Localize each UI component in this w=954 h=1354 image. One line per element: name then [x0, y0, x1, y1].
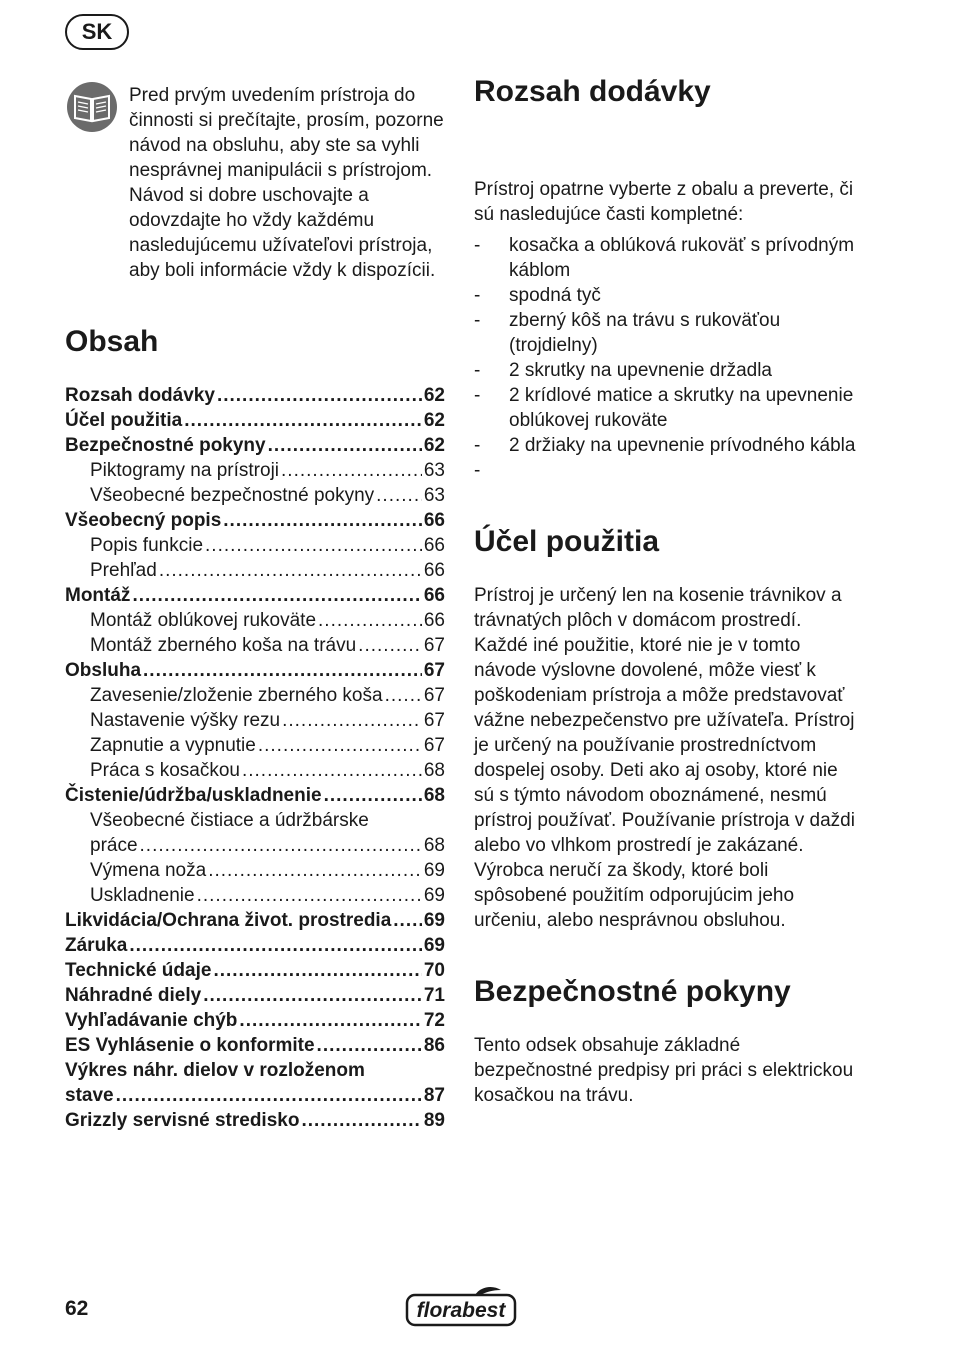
toc-entry-page: 66: [423, 535, 445, 556]
page-number: 62: [65, 1297, 89, 1320]
bezp-text: [474, 1033, 859, 1108]
toc-leader-dots: [301, 1108, 421, 1133]
toc-entry-title: Zavesenie/zloženie zberného koša: [90, 685, 383, 706]
toc-entry-title: Náhradné diely: [65, 985, 202, 1006]
toc-leader-dots: [143, 658, 422, 683]
toc-entry-page: 67: [423, 735, 445, 756]
toc-entry-title: Obsluha: [65, 660, 142, 681]
toc-leader-dots: [205, 533, 422, 558]
list-dash: -: [474, 310, 481, 331]
toc-entry-page: 66: [423, 510, 445, 531]
toc-leader-dots: [140, 833, 422, 858]
list-dash: -: [474, 435, 481, 456]
toc-entry: [65, 708, 445, 733]
toc-leader-dots: [385, 683, 422, 708]
toc-heading: Obsah: [65, 325, 159, 358]
list-item-text: kosačka a oblúková rukoväť s prívodným káblom: [509, 235, 855, 281]
toc-entry-title: Účel použitia: [65, 410, 183, 431]
toc-entry-page: 69: [423, 935, 445, 956]
toc-entry-title: stave: [65, 1085, 114, 1106]
toc-entry: [65, 1033, 445, 1058]
toc-entry-title: Všeobecný popis: [65, 510, 222, 531]
toc-leader-dots: [239, 1008, 421, 1033]
toc-entry-title: Všeobecné bezpečnostné pokyny: [90, 485, 375, 506]
toc-entry: [65, 958, 445, 983]
toc-entry: [65, 408, 445, 433]
toc-entry-page: 69: [423, 885, 445, 906]
toc-leader-dots: [324, 783, 422, 808]
intro-paragraph: Pred prvým uvedením prístroja do činnosti si prečítajte, prosím, pozorne návod na obsluhu, aby ste sa vyhli nesprávnej manipulácii s prístrojom.: [129, 85, 444, 181]
toc-entry: [65, 558, 445, 583]
toc-entry-title: Popis funkcie: [90, 535, 204, 556]
toc-entry: [65, 908, 445, 933]
toc-entry: [65, 1108, 445, 1133]
toc-entry-page: 69: [423, 910, 445, 931]
ucel-paragraph: Prístroj je určený len na kosenie trávnikov a trávnatých plôch v domácom prostredí. Každé iné použitie, ktoré nie je v tomto návode výslovne dovolené, môže viesť k poškodeniam prístroja a môže predstavovať vážne nebezpečenstvo pre užívateľa. Prístroj je určený na používanie prostredníctvom dospelej osoby. Deti ako aj osoby, ktoré nie sú s týmto návodom oboznámené, nesmú prístroj používať. Používanie prístroja v daždi alebo vo vlhkom prostredí je zakázané.: [474, 585, 855, 856]
toc-entry-page: 69: [423, 860, 445, 881]
intro-text: [129, 83, 449, 283]
toc-entry: [65, 383, 445, 408]
toc-entry-title: Výmena noža: [90, 860, 207, 881]
toc-entry-title: Montáž: [65, 585, 131, 606]
list-item-text: 2 držiaky na upevnenie prívodného kábla: [509, 435, 856, 456]
list-item-text: 2 skrutky na upevnenie držadla: [509, 360, 772, 381]
toc-entry-page: 86: [423, 1035, 445, 1056]
list-dash: -: [474, 235, 481, 256]
ucel-text: [474, 583, 859, 933]
toc-leader-dots: [358, 633, 422, 658]
toc-entry-title: Všeobecné čistiace a údržbárske: [90, 810, 369, 831]
toc-entry: [65, 458, 445, 483]
toc-leader-dots: [213, 958, 421, 983]
toc-entry-title: Rozsah dodávky: [65, 385, 215, 406]
toc-leader-dots: [159, 558, 422, 583]
toc-entry: [65, 683, 445, 708]
toc-entry-page: 71: [423, 985, 445, 1006]
list-item: [474, 233, 859, 283]
list-item: [474, 383, 859, 433]
toc-leader-dots: [281, 458, 422, 483]
toc-entry-title: Montáž zberného koša na trávu: [90, 635, 357, 656]
toc-entry: [65, 658, 445, 683]
toc-entry-page: 68: [423, 835, 445, 856]
toc-entry-title: Čistenie/údržba/uskladnenie: [65, 785, 322, 806]
delivery-list: [474, 233, 859, 481]
bezp-paragraph: Tento odsek obsahuje základné bezpečnostné predpisy pri práci s elektrickou kosačkou na trávu.: [474, 1035, 854, 1106]
toc-entry: [65, 1008, 445, 1033]
toc-entry-page: 62: [423, 385, 445, 406]
toc-entry-page: 63: [423, 460, 445, 481]
toc-entry: [65, 583, 445, 608]
list-item: [474, 283, 859, 308]
list-item: [474, 358, 859, 383]
toc-entry-page: 70: [423, 960, 445, 981]
toc-leader-dots: [318, 608, 422, 633]
toc-entry-page: 67: [423, 635, 445, 656]
toc-entry: [65, 808, 445, 833]
toc-entry: [65, 1083, 445, 1108]
toc-entry-page: 66: [423, 585, 445, 606]
toc-entry-title: Výkres náhr. dielov v rozloženom: [65, 1060, 365, 1081]
toc-leader-dots: [258, 733, 422, 758]
list-dash: -: [474, 460, 481, 481]
toc-leader-dots: [317, 1033, 422, 1058]
toc-entry: [65, 858, 445, 883]
toc-leader-dots: [217, 383, 422, 408]
florabest-logo: [405, 1286, 517, 1328]
toc-leader-dots: [268, 433, 422, 458]
rozsah-intro: Prístroj opatrne vyberte z obalu a preverte, či sú nasledujúce časti kompletné:: [474, 179, 854, 225]
toc-leader-dots: [184, 408, 422, 433]
toc-leader-dots: [132, 583, 421, 608]
toc-entry-page: 87: [423, 1085, 445, 1106]
toc-entry: [65, 758, 445, 783]
toc-entry-title: ES Vyhlásenie o konformite: [65, 1035, 315, 1056]
toc-entry-title: Likvidácia/Ochrana život. prostredia: [65, 910, 392, 931]
toc-entry-title: Technické údaje: [65, 960, 212, 981]
toc-entry-title: Montáž oblúkovej rukoväte: [90, 610, 317, 631]
toc-entry-title: Záruka: [65, 935, 128, 956]
toc-entry-title: Grizzly servisné stredisko: [65, 1110, 300, 1131]
toc-entry: [65, 633, 445, 658]
toc-entry-page: 62: [423, 435, 445, 456]
list-dash: -: [474, 285, 481, 306]
toc-entry-page: 67: [423, 710, 445, 731]
toc-entry-page: 67: [423, 685, 445, 706]
toc-leader-dots: [282, 708, 422, 733]
toc-entry: [65, 833, 445, 858]
toc-entry-page: 66: [423, 560, 445, 581]
toc-entry-page: 89: [423, 1110, 445, 1131]
toc-leader-dots: [393, 908, 422, 933]
list-item: [474, 308, 859, 358]
toc-leader-dots: [376, 483, 422, 508]
toc-entry: [65, 433, 445, 458]
language-badge: SK: [65, 14, 129, 50]
toc-entry: [65, 508, 445, 533]
toc-entry-title: Prehľad: [90, 560, 157, 581]
list-item-text: zberný kôš na trávu s rukoväťou (trojdielny): [509, 310, 781, 356]
toc-entry: [65, 933, 445, 958]
toc-entry-page: 63: [423, 485, 445, 506]
toc-entry-page: 62: [423, 410, 445, 431]
section-heading-bezp: Bezpečnostné pokyny: [474, 975, 791, 1008]
list-item: [474, 433, 859, 458]
toc-entry-page: 72: [423, 1010, 445, 1031]
toc-entry: [65, 483, 445, 508]
toc-leader-dots: [242, 758, 422, 783]
toc-entry-title: Piktogramy na prístroji: [90, 460, 280, 481]
toc-entry-page: 68: [423, 785, 445, 806]
toc-entry-title: Vyhľadávanie chýb: [65, 1010, 238, 1031]
toc-entry-title: Bezpečnostné pokyny: [65, 435, 266, 456]
toc-entry: [65, 783, 445, 808]
logo-text: florabest: [416, 1299, 506, 1322]
list-item-text: spodná tyč: [509, 285, 601, 306]
list-item-text: 2 krídlové matice a skrutky na upevnenie oblúkovej rukoväte: [509, 385, 854, 431]
list-dash: -: [474, 385, 481, 406]
ucel-paragraph: Výrobca neručí za škody, ktoré boli spôsobené použitím odporujúcim jeho určeniu, alebo nesprávnou obsluhou.: [474, 860, 795, 931]
section-heading-rozsah: Rozsah dodávky: [474, 75, 711, 108]
list-dash: -: [474, 360, 481, 381]
toc-entry: [65, 883, 445, 908]
toc-entry: [65, 1058, 445, 1083]
toc-entry-title: Zapnutie a vypnutie: [90, 735, 256, 756]
toc-entry: [65, 733, 445, 758]
toc-entry-page: 67: [423, 660, 445, 681]
intro-paragraph: Návod si dobre uschovajte a odovzdajte ho vždy každému nasledujúcemu užívateľovi prístroja, aby boli informácie vždy k dispozícii.: [129, 185, 436, 281]
toc-entry-page: 68: [423, 760, 445, 781]
table-of-contents: [65, 383, 445, 1133]
toc-entry-title: práce: [90, 835, 138, 856]
toc-entry: [65, 533, 445, 558]
toc-leader-dots: [197, 883, 422, 908]
toc-leader-dots: [129, 933, 422, 958]
toc-entry-title: Uskladnenie: [90, 885, 195, 906]
toc-entry-title: Nastavenie výšky rezu: [90, 710, 281, 731]
toc-entry: [65, 983, 445, 1008]
toc-leader-dots: [203, 983, 422, 1008]
toc-leader-dots: [116, 1083, 422, 1108]
toc-leader-dots: [208, 858, 422, 883]
toc-entry-title: Práca s kosačkou: [90, 760, 240, 781]
toc-entry: [65, 608, 445, 633]
book-icon: [66, 81, 118, 133]
toc-leader-dots: [223, 508, 422, 533]
section-heading-ucel: Účel použitia: [474, 525, 660, 558]
toc-entry-page: 66: [423, 610, 445, 631]
